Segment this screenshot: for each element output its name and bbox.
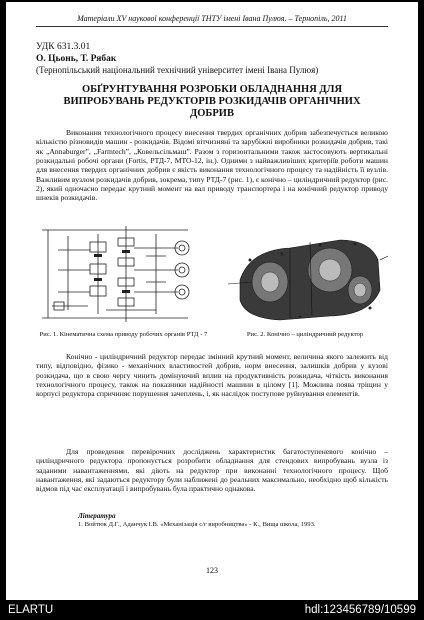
figure-1-caption: Рис. 1. Кінематична схема приводу робочих органів РТД - 7 <box>39 331 208 338</box>
repository-name: ELARTU <box>8 604 54 616</box>
page-number: 123 <box>206 566 218 575</box>
paragraph-1: Виконання технологічного процесу внесення твердих органічних добрив забезпечується великою кількістю різновидів машин - розкидачів. Відомі вітчизняні та зарубіжні виробники розкидачів добрив, такі як „Annaburger”, „Farmtech”, „Ковельсільмаш”. Разом з горизонтальними також застосовують вертикальні розкидальні робочі органи (Fortis, РТД-7, МТО-12, ін.). Одними з найважливіших критеріїв роботи машин для внесення твердих органічних добрив є якість виконання технологічного процесу та надійність її вузлів. Важливим вузлом розкидачів добрив, зокрема, типу РТД-7 (рис. 1), є конічно – циліндричний редуктор (рис. 2), який одночасно передає крутний момент на вал приводу транспортера і на конічний редуктор приводу шнеків розкидачів. <box>36 128 388 203</box>
handle-id: hdl:123456789/10599 <box>304 604 416 616</box>
figure-2-caption: Рис. 2. Конічно – циліндричний редуктор <box>246 331 364 338</box>
authors: О. Цьонь, Т. Рябак <box>36 54 117 64</box>
paper-page <box>6 2 418 600</box>
affiliation: (Тернопільський національний технічний університет імені Івана Пулюя) <box>36 65 319 75</box>
literature-item: 1. Войтюк Д.Г., Аданчук І.В. «Механізація с/г виробництва» - К., Вища школа, 1993. <box>78 521 316 528</box>
kinematic-scheme-figure <box>38 220 208 328</box>
conference-header: Матеріали XV наукової конференції ТНТУ імені Івана Пулюя. – Тернопіль, 2011 <box>77 14 347 23</box>
paragraph-3: Для проведення перевірочних досліджень характеристик багатоступеневого конічно – циліндричного редуктора пропонується розробити обладнання для стендових випробувань вузла із заданими навантаженнями, які діють на редуктор при виконанні технологічного процесу. Щоб навантаження, які задаються редуктору були наближені до реальних максимально, необхідно щоб кількість відмов під час експлуатації і випробувань була практично однакова. <box>36 447 388 494</box>
paragraph-2: Конічно - циліндричний редуктор передає змінний крутний момент, величина якого залежить від типу, відповідно, фізико - механічних властивостей добрив, норм внесення, залишків добрив у кузові розкидача, що в свою чергу чинить домінуючий вплив на продуктивність розкидача, чіткість виконання технологічного процесу, також на показники надійності машини в цілому [1]. Можлива поява тріщин у корпусі редуктора спричиняє порушення зачеплень, і, як наслідок поступове руйнування елементів. <box>36 352 388 399</box>
viewer-footer <box>0 600 424 620</box>
paper-title: ОБҐРУНТУВАННЯ РОЗРОБКИ ОБЛАДНАННЯ ДЛЯ ВИПРОБУВАНЬ РЕДУКТОРІВ РОЗКИДАЧІВ ОРГАНІЧНИХ ДОБРИВ <box>63 84 361 119</box>
udc-code: УДК 631.3.01 <box>36 42 91 52</box>
gearbox-figure <box>220 220 390 330</box>
header-rule <box>36 26 388 27</box>
literature-heading: Література <box>78 512 116 520</box>
